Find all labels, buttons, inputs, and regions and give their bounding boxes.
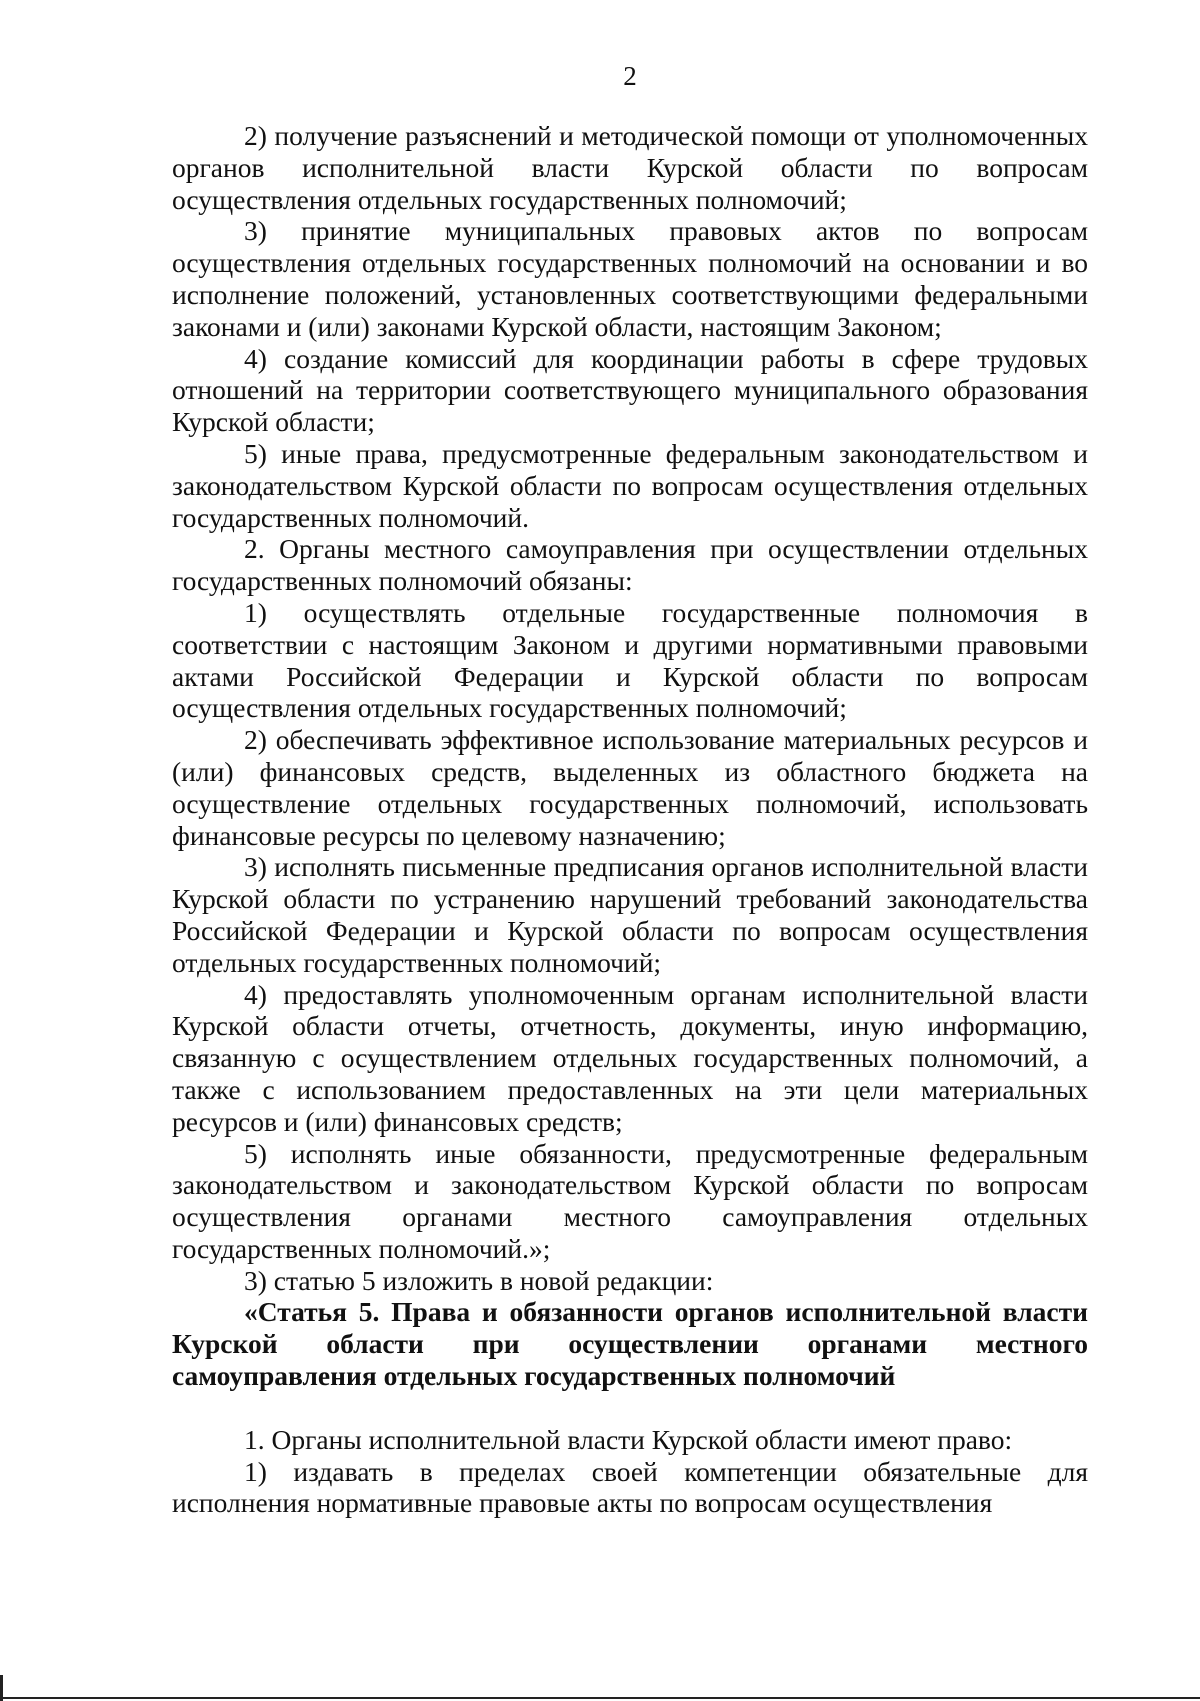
paragraph-duty-5: 5) исполнять иные обязанности, предусмотренные федеральным законодательством и законодательством Курской области по вопросам осуществления органами местного самоуправления отдельных государственных полномочий.»; bbox=[172, 1137, 1088, 1264]
paragraph-duty-1: 1) осуществлять отдельные государственные полномочия в соответствии с настоящим Законом и другими нормативными правовыми актами Российской Федерации и Курской области по вопросам осуществления отдельных государственных полномочий; bbox=[172, 596, 1088, 724]
scan-edge-line bbox=[0, 1697, 1200, 1699]
paragraph-amendment: 3) статью 5 изложить в новой редакции: bbox=[244, 1264, 714, 1296]
document-body bbox=[172, 120, 1088, 1519]
paragraph-duty-2: 2) обеспечивать эффективное использование материальных ресурсов и (или) финансовых средств, выделенных из областного бюджета на осуществление отдельных государственных полномочий, использовать финансовые ресурсы по целевому назначению; bbox=[172, 724, 1088, 851]
article-paragraph-1: 1. Органы исполнительной власти Курской области имеют право: bbox=[244, 1423, 1013, 1455]
article-heading: «Статья 5. Права и обязанности органов исполнительной власти Курской области при осуществлении органами местного самоуправления отдельных государственных полномочий bbox=[172, 1296, 1088, 1392]
article-paragraph-2: 1) издавать в пределах своей компетенции обязательные для исполнения нормативные правовые акты по вопросам осуществления bbox=[172, 1455, 1088, 1519]
page-number: 2 bbox=[623, 61, 637, 91]
paragraph-item-4: 4) создание комиссий для координации работы в сфере трудовых отношений на территории соответствующего муниципального образования Курской области; bbox=[172, 342, 1088, 438]
paragraph-duty-4: 4) предоставлять уполномоченным органам исполнительной власти Курской области отчеты, отчетность, документы, иную информацию, связанную с осуществлением отдельных государственных полномочий, а также с использованием предоставленных на эти цели материальных ресурсов и (или) финансовых средств; bbox=[172, 978, 1088, 1137]
scan-edge-mark bbox=[0, 1675, 3, 1701]
paragraph-section-2: 2. Органы местного самоуправления при осуществлении отдельных государственных полномочий обязаны: bbox=[172, 533, 1088, 597]
paragraph-duty-3: 3) исполнять письменные предписания органов исполнительной власти Курской области по устранению нарушений требований законодательства Российской Федерации и Курской области по вопросам осуществления отдельных государственных полномочий; bbox=[172, 851, 1088, 978]
paragraph-item-2: 2) получение разъяснений и методической помощи от уполномоченных органов исполнительной власти Курской области по вопросам осуществления отдельных государственных полномочий; bbox=[172, 120, 1088, 215]
paragraph-item-5: 5) иные права, предусмотренные федеральным законодательством и законодательством Курской области по вопросам осуществления отдельных государственных полномочий. bbox=[172, 437, 1088, 533]
paragraph-item-3: 3) принятие муниципальных правовых актов по вопросам осуществления отдельных государственных полномочий на основании и во исполнение положений, установленных соответствующими федеральными законами и (или) законами Курской области, настоящим Законом; bbox=[172, 215, 1088, 342]
heading-spacer bbox=[172, 1392, 1088, 1424]
